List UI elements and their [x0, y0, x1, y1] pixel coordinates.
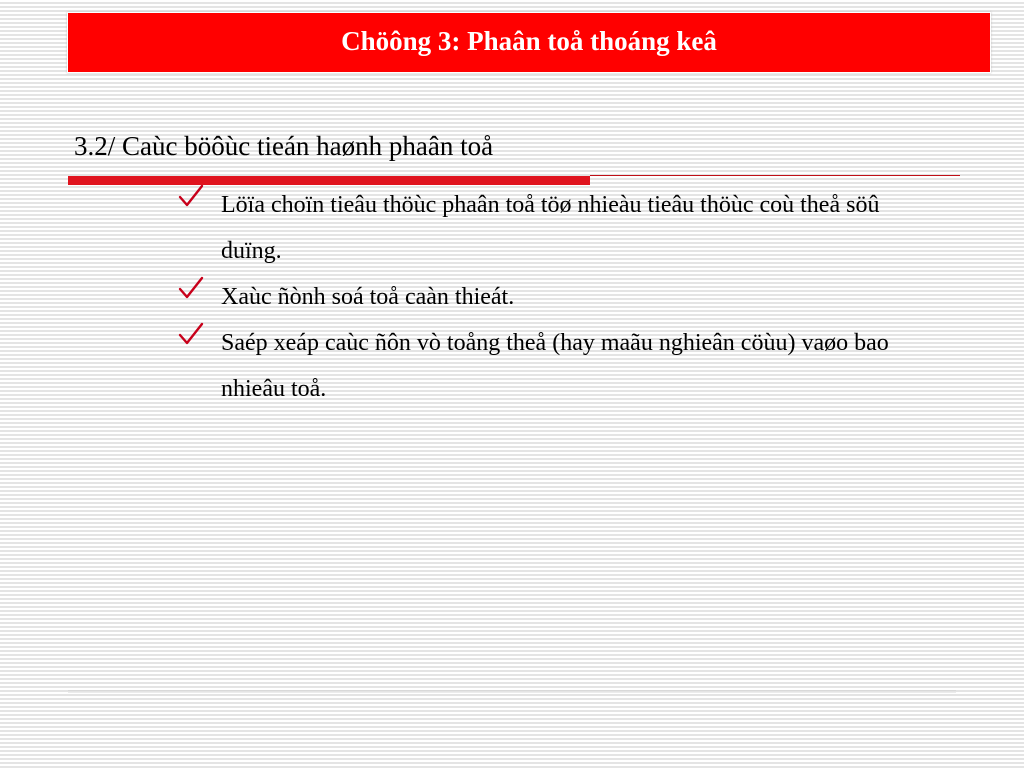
- bullet-text: Saép xeáp caùc ñôn vò toång theå (hay maãu nghieân cöùu) vaøo bao nhieâu toå.: [221, 330, 889, 402]
- check-icon: [178, 276, 204, 300]
- check-icon: [178, 184, 204, 208]
- section-heading: 3.2/ Caùc böôùc tieán haønh phaân toå: [74, 131, 494, 161]
- bullet-list: [178, 188, 938, 418]
- thin-divider: [590, 175, 960, 176]
- bullet-item: [178, 182, 938, 274]
- title-bar: [68, 13, 990, 72]
- check-icon: [178, 322, 204, 346]
- bullet-text: Xaùc ñònh soá toå caàn thieát.: [221, 284, 515, 310]
- bullet-item: [178, 274, 938, 320]
- footer-divider: [68, 690, 956, 691]
- bullet-text: Löïa choïn tieâu thöùc phaân toå töø nhieàu tieâu thöùc coù theå söû duïng.: [221, 192, 880, 264]
- bullet-item: [178, 320, 938, 412]
- slide-title: Chöông 3: Phaân toå thoáng keâ: [341, 26, 717, 56]
- footer-divider-shadow: [68, 692, 956, 693]
